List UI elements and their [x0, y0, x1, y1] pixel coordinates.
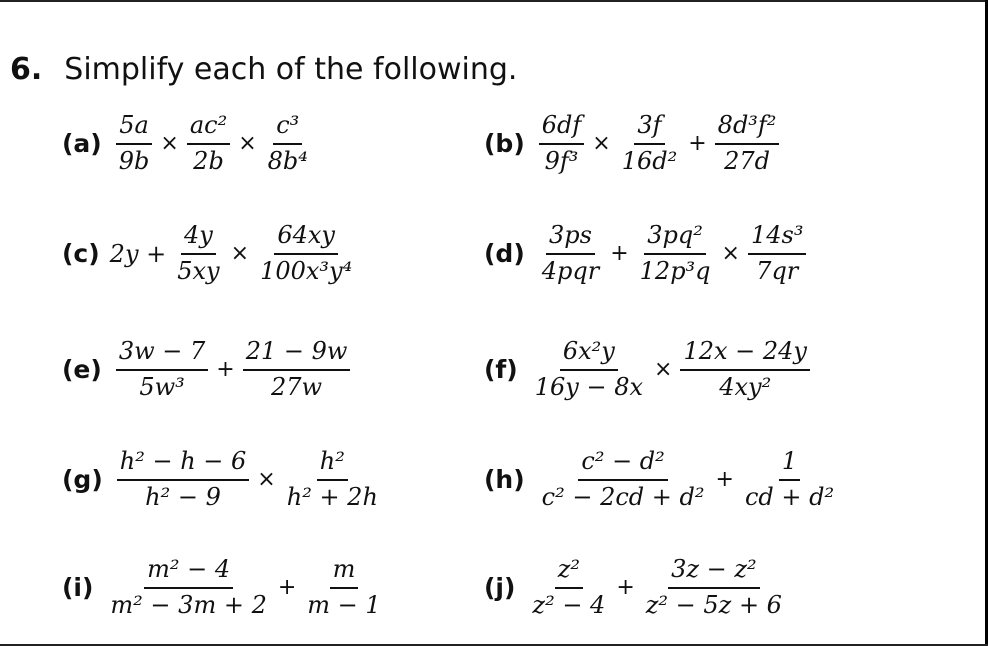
operator: ×	[257, 467, 276, 493]
operator: ×	[721, 241, 740, 267]
operator: ×	[654, 357, 673, 383]
denominator: 27d	[724, 146, 770, 175]
numerator: 3w − 7	[116, 338, 208, 371]
denominator: 27w	[271, 372, 323, 401]
numerator: 1	[779, 448, 800, 481]
problem-label: (h)	[484, 465, 525, 495]
fraction	[529, 556, 608, 619]
problem-g	[62, 448, 385, 511]
numerator: 8d³f²	[715, 112, 780, 145]
denominator: cd + d²	[744, 482, 835, 511]
problem-h	[484, 448, 841, 511]
numerator: 6df	[539, 112, 585, 145]
denominator: 12p³q	[639, 256, 711, 285]
operator: ×	[160, 131, 179, 157]
fraction	[116, 338, 208, 401]
top-border	[0, 0, 988, 2]
denominator: 4pqr	[541, 256, 600, 285]
fraction	[117, 448, 250, 511]
denominator: h² − 9	[145, 482, 221, 511]
denominator: 8b⁴	[267, 146, 308, 175]
denominator: 5xy	[177, 256, 220, 285]
denominator: 7qr	[756, 256, 799, 285]
fraction	[304, 556, 383, 619]
operator: ×	[592, 131, 611, 157]
fraction	[284, 448, 381, 511]
fraction	[265, 112, 311, 175]
operator: +	[610, 241, 629, 267]
operator: +	[616, 575, 635, 601]
fraction	[619, 112, 681, 175]
problem-label: (i)	[62, 573, 94, 603]
numerator: c³	[273, 112, 302, 145]
operator: ×	[238, 131, 257, 157]
exercise-number: 6.	[10, 52, 43, 87]
problem-f	[484, 338, 814, 401]
operator: +	[277, 575, 297, 601]
numerator: 12x − 24y	[680, 338, 810, 371]
problem-label: (f)	[484, 355, 518, 385]
denominator: z² − 5z + 6	[645, 590, 782, 619]
numerator: 21 − 9w	[243, 338, 351, 371]
fraction	[532, 338, 646, 401]
problem-label: (c)	[62, 239, 100, 269]
denominator: 4xy²	[719, 372, 772, 401]
operator: +	[715, 467, 734, 493]
numerator: h²	[317, 448, 348, 481]
fraction	[748, 222, 806, 285]
denominator: 9b	[118, 146, 150, 175]
denominator: m − 1	[307, 590, 381, 619]
operator: +	[688, 131, 707, 157]
problem-label: (j)	[484, 573, 516, 603]
denominator: 16d²	[621, 146, 678, 175]
denominator: 9f³	[544, 146, 579, 175]
fraction	[539, 448, 708, 511]
leading-term: 2y +	[109, 239, 167, 268]
fraction	[742, 448, 837, 511]
numerator: ac²	[187, 112, 230, 145]
denominator: 16y − 8x	[534, 372, 644, 401]
numerator: z²	[555, 556, 583, 589]
fraction	[243, 338, 351, 401]
denominator: h² + 2h	[286, 482, 378, 511]
numerator: 3ps	[546, 222, 595, 255]
denominator: 5w³	[139, 372, 185, 401]
denominator: c² − 2cd + d²	[541, 482, 705, 511]
problem-j	[484, 556, 789, 619]
numerator: m² − 4	[144, 556, 233, 589]
numerator: 14s³	[748, 222, 806, 255]
denominator: 100x³y⁴	[260, 256, 353, 285]
fraction	[715, 112, 780, 175]
fraction	[680, 338, 810, 401]
numerator: 3pq²	[644, 222, 706, 255]
problem-label: (b)	[484, 129, 525, 159]
problem-label: (d)	[484, 239, 525, 269]
fraction	[637, 222, 714, 285]
fraction	[174, 222, 222, 285]
numerator: 64xy	[274, 222, 338, 255]
denominator: 2b	[193, 146, 224, 175]
problem-label: (g)	[62, 465, 103, 495]
fraction	[539, 222, 602, 285]
exercise-instruction: Simplify each of the following.	[64, 52, 518, 87]
denominator: m² − 3m + 2	[110, 590, 267, 619]
problem-d	[484, 222, 810, 285]
numerator: c² − d²	[578, 448, 667, 481]
problem-b	[484, 112, 783, 175]
fraction	[107, 556, 269, 619]
operator: +	[216, 357, 235, 383]
denominator: z² − 4	[532, 590, 606, 619]
fraction	[257, 222, 355, 285]
fraction	[187, 112, 230, 175]
numerator: m	[330, 556, 359, 589]
fraction	[643, 556, 785, 619]
problem-label: (a)	[62, 129, 102, 159]
exercise-heading	[10, 52, 517, 87]
numerator: 5a	[116, 112, 152, 145]
problem-label: (e)	[62, 355, 102, 385]
numerator: h² − h − 6	[117, 448, 250, 481]
problem-c	[62, 222, 359, 285]
fraction	[116, 112, 153, 175]
numerator: 3f	[634, 112, 664, 145]
numerator: 6x²y	[560, 338, 618, 371]
operator: ×	[230, 241, 250, 267]
problem-i	[62, 556, 388, 619]
problem-e	[62, 338, 354, 401]
fraction	[539, 112, 585, 175]
numerator: 4y	[181, 222, 216, 255]
problem-a	[62, 112, 315, 175]
numerator: 3z − z²	[668, 556, 760, 589]
